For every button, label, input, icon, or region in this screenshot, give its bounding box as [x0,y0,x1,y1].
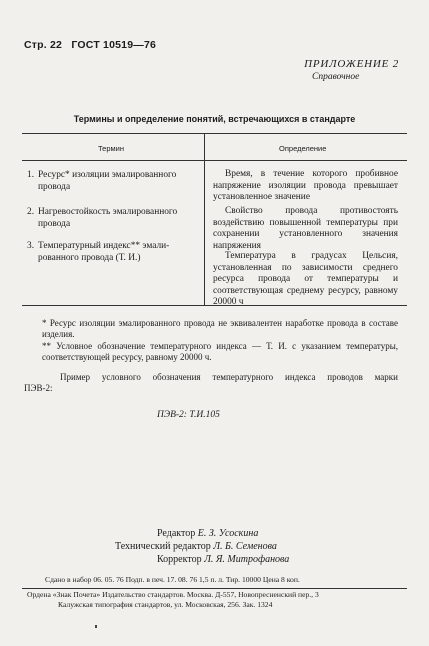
document-title: Термины и определение понятий, встречающихся в стандарте [73,114,356,124]
example-formula: ПЭВ-2: Т.И.105 [157,410,220,420]
credit-corrector [157,553,289,566]
footnote-mark: * [42,318,47,328]
footnote [42,318,398,340]
page-header [24,39,156,51]
term-text: Нагревостойкость эмалированного [38,207,178,217]
column-header-definition: Определение [279,144,327,153]
table-row-term [27,169,205,193]
term-text: Температурный индекс** эмали- [38,241,170,251]
page-number: Стр. 22 [24,39,63,51]
table-top-rule [22,133,407,134]
table-row-term [27,240,205,264]
imprint-line-1: Сдано в набор 06. 05. 76 Подп. в печ. 17. 08. 76 1,5 п. л. Тир. 10000 Цена 8 коп. [45,575,300,584]
credit-label: Технический редактор [115,541,211,552]
credit-label: Корректор [157,554,202,565]
credit-name: Л. Я. Митрофанова [204,554,290,565]
term-text-continued: рованного провода (Т. И.) [38,253,141,263]
credit-editor [157,527,258,540]
footnote-mark: ** [42,341,51,351]
column-header-term: Термин [98,144,124,153]
term-text: Ресурс* изоляции эмалированного [38,170,177,180]
ink-speck [95,625,97,628]
term-number: 3. [27,241,35,251]
imprint-line-3: Калужская типография стандартов, ул. Московская, 256. Зак. 1324 [58,600,273,609]
footnote [42,341,398,363]
credit-name: Л. Б. Семенова [213,541,277,552]
term-text-continued: провода [38,182,71,192]
appendix-title: ПРИЛОЖЕНИЕ 2 [304,58,399,70]
term-number: 2. [27,207,35,217]
imprint-line-2: Ордена «Знак Почета» Издательство стандартов. Москва. Д-557, Новопресненский пер., 3 [27,590,319,599]
credit-name: Е. З. Усоскина [197,528,259,539]
table-row-definition: Свойство провода противостоять воздействию повышенной температуры при сохранении установленного значения напряжения [213,206,398,251]
footnote-text: Ресурс изоляции эмалированного провода не эквивалентен наработке провода в составе изделия. [42,318,398,339]
example-text: Пример условного обозначения температурного индекса проводов марки ПЭВ-2: [24,372,398,393]
appendix-subtitle: Справочное [312,72,360,82]
table-row-definition: Время, в течение которого пробивное напряжение изоляции провода превышает установленное значение [213,169,398,203]
table-row-definition: Температура в градусах Цельсия, установленная по зависимости среднего ресурса провода от температуры и соответствующая среднему ресурсу, равному 20000 ч [213,251,398,308]
standard-number: ГОСТ 10519—76 [71,39,157,51]
term-text-continued: провода [38,219,71,229]
footnote-text: Условное обозначение температурного индекса — Т. И. с указанием температуры, соответствующей ресурсу, равному 20000 ч. [42,341,399,362]
table-header-rule [22,160,407,161]
credit-label: Редактор [157,528,196,539]
table-row-term [27,206,205,230]
credit-technical-editor [115,540,277,553]
term-number: 1. [27,170,35,180]
